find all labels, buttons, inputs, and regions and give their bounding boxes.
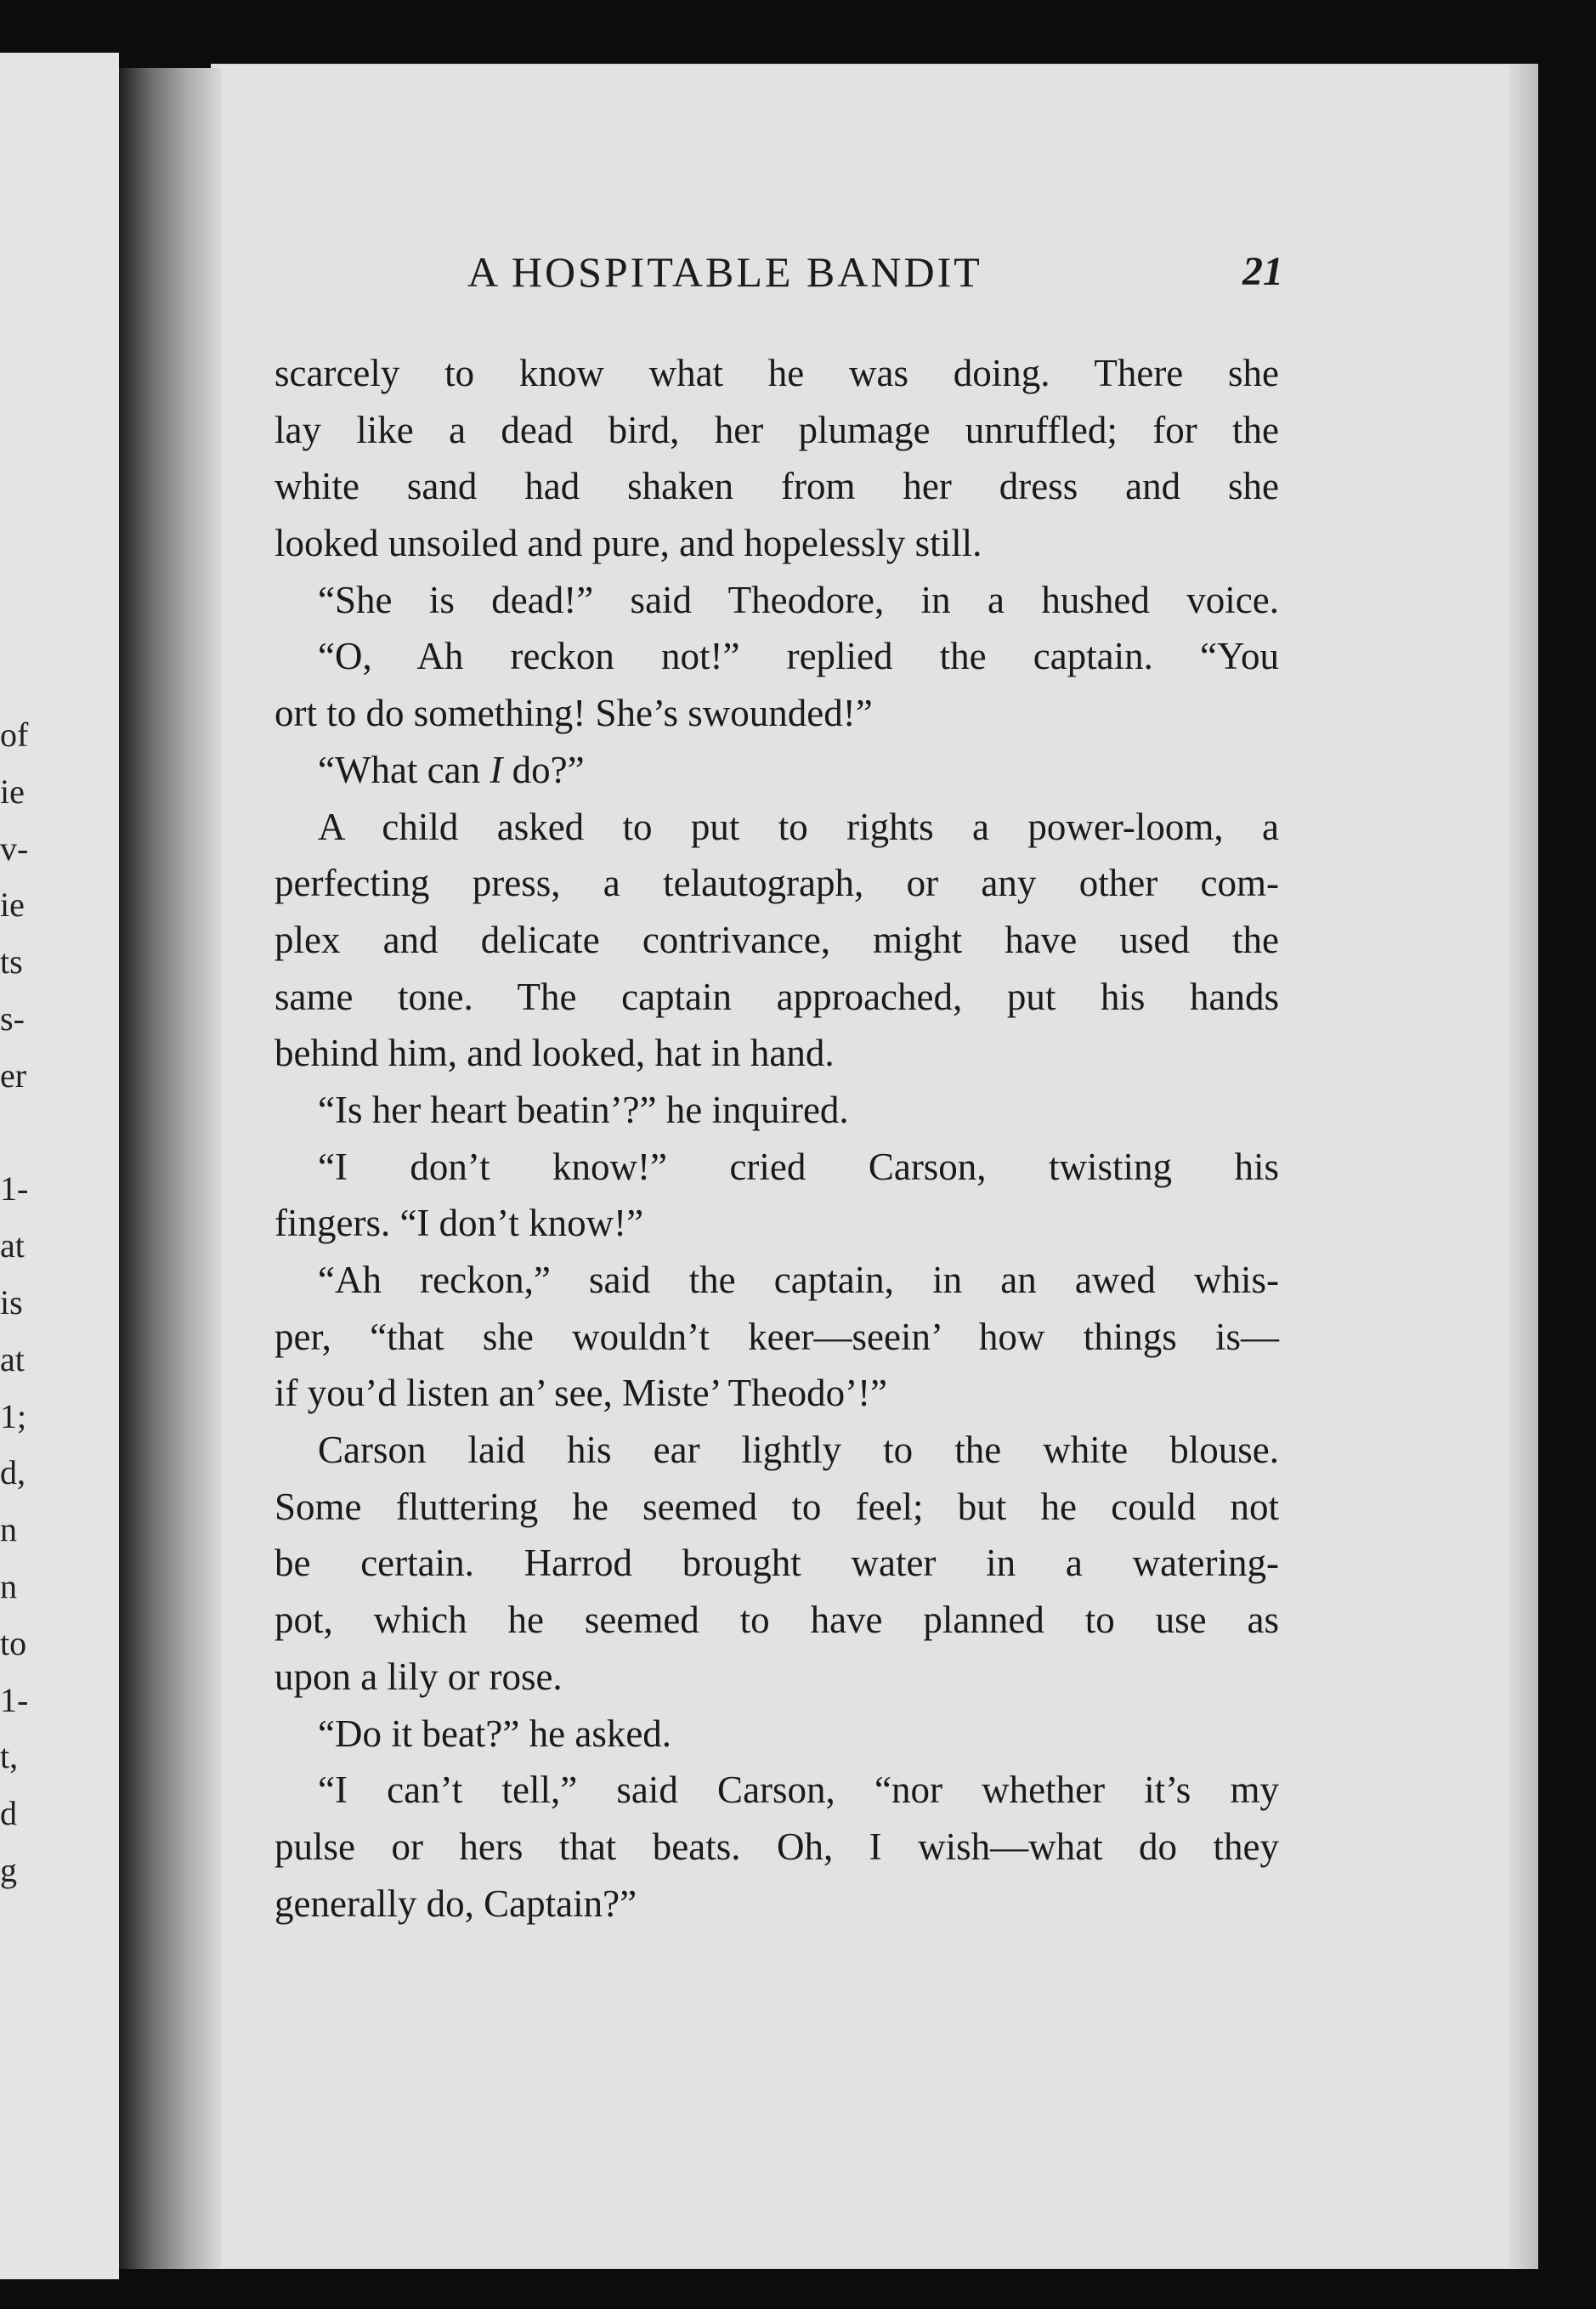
fragment: d, xyxy=(0,1453,25,1492)
text-line: Some fluttering he seemed to feel; but he could not xyxy=(274,1485,1279,1528)
text-line: “She is dead!” said Theodore, in a hushed voice. xyxy=(318,578,1279,621)
facing-page xyxy=(0,53,119,2279)
fragment: ts xyxy=(0,942,23,982)
text-line: upon a lily or rose. xyxy=(274,1655,563,1698)
text-segment: do?” xyxy=(502,748,585,791)
text-line: white sand had shaken from her dress and she xyxy=(274,465,1279,508)
text-line: be certain. Harrod brought water in a watering- xyxy=(274,1542,1279,1585)
text-line: “I can’t tell,” said Carson, “nor whether it’s my xyxy=(318,1769,1279,1812)
fragment: g xyxy=(0,1850,17,1889)
fragment: ie xyxy=(0,772,25,811)
fragment: 1- xyxy=(0,1680,29,1719)
fragment: ie xyxy=(0,886,25,925)
text-line xyxy=(274,742,1279,799)
italic-word: I xyxy=(490,748,503,791)
fragment: at xyxy=(0,1226,25,1265)
text-line: A child asked to put to rights a power-loom, a xyxy=(318,805,1279,848)
text-line: “Ah reckon,” said the captain, in an awed whis- xyxy=(318,1259,1279,1301)
body-text xyxy=(274,345,1279,1932)
fragment: of xyxy=(0,716,29,754)
text-line: lay like a dead bird, her plumage unruffled; for the xyxy=(274,408,1279,451)
fragment: d xyxy=(0,1794,17,1833)
fragment xyxy=(0,1105,51,1162)
text-line: Carson laid his ear lightly to the white blouse. xyxy=(318,1429,1279,1472)
text-line: “O, Ah reckon not!” replied the captain. “You xyxy=(318,635,1279,678)
text-segment: “What can xyxy=(318,748,490,791)
text-line: same tone. The captain approached, put his hands xyxy=(274,975,1279,1018)
text-line: generally do, Captain?” xyxy=(274,1882,637,1925)
fragment: er xyxy=(0,1055,27,1095)
text-line: perfecting press, a telautograph, or any other com- xyxy=(274,862,1279,905)
text-line: if you’d listen an’ see, Miste’ Theodo’!” xyxy=(274,1372,888,1415)
gutter-shadow xyxy=(119,68,221,2269)
text-line: “Do it beat?” he asked. xyxy=(318,1712,672,1755)
fragment: to xyxy=(0,1623,27,1662)
text-line: pot, which he seemed to have planned to use as xyxy=(274,1599,1279,1642)
text-line: behind him, and looked, hat in hand. xyxy=(274,1032,835,1075)
text-line: looked unsoiled and pure, and hopelessly still. xyxy=(274,522,982,565)
text-line: fingers. “I don’t know!” xyxy=(274,1202,644,1245)
running-title: A HOSPITABLE BANDIT xyxy=(467,248,982,296)
fragment: s- xyxy=(0,999,25,1038)
fragment: 1; xyxy=(0,1396,27,1435)
text-line: per, “that she wouldn’t keer—seein’ how things is— xyxy=(274,1315,1279,1358)
fragment: v- xyxy=(0,829,29,868)
text-line: pulse or hers that beats. Oh, I wish—what do they xyxy=(274,1825,1279,1868)
text-line: “I don’t know!” cried Carson, twisting his xyxy=(318,1145,1279,1188)
facing-page-text xyxy=(0,707,51,1899)
fragment: at xyxy=(0,1339,25,1378)
fragment: n xyxy=(0,1566,17,1605)
text-line: scarcely to know what he was doing. There she xyxy=(274,352,1279,394)
fragment: n xyxy=(0,1510,17,1549)
text-line: ort to do something! She’s swounded!” xyxy=(274,692,873,735)
fragment: t, xyxy=(0,1737,19,1776)
text-line: “Is her heart beatin’?” he inquired. xyxy=(318,1088,849,1131)
page-number: 21 xyxy=(1242,249,1283,294)
fragment: 1- xyxy=(0,1169,29,1208)
page-edge xyxy=(1508,64,1538,2269)
page-header xyxy=(280,242,1283,302)
fragment: is xyxy=(0,1282,23,1321)
text-line: plex and delicate contrivance, might have used the xyxy=(274,918,1279,961)
